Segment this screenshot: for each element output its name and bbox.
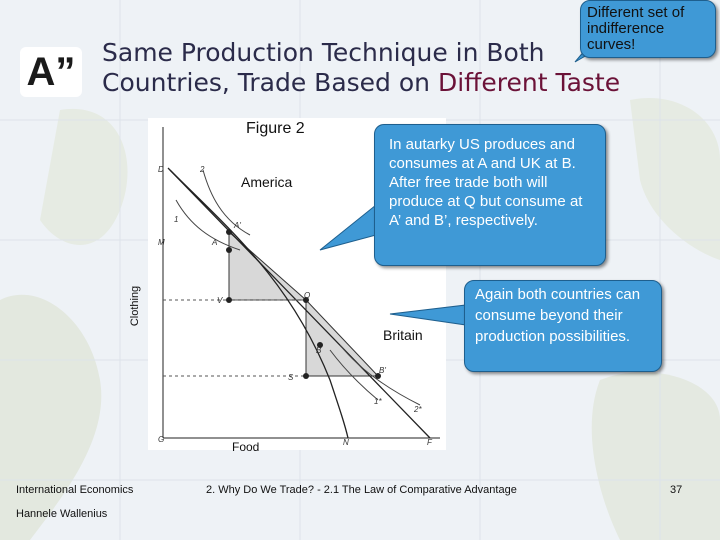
callout-consume-beyond: Again both countries can consume beyond their production possibilities. — [464, 280, 662, 372]
footer-chapter: 2. Why Do We Trade? - 2.1 The Law of Comparative Advantage — [206, 484, 517, 496]
label-m: M — [158, 238, 165, 247]
title-line-2-accent: Different Taste — [437, 68, 621, 97]
label-b: B — [316, 346, 322, 355]
label-d: D — [158, 165, 164, 174]
label-curve-1: 1 — [174, 215, 179, 224]
label-n: N — [343, 438, 349, 447]
label-s: S — [288, 373, 294, 382]
title-line-2-prefix: Countries, — [102, 68, 238, 97]
figure-caption: Figure 2 — [246, 120, 305, 137]
label-curve-1-star: 1* — [374, 397, 382, 406]
label-g: G — [158, 435, 165, 444]
logo: A” — [20, 47, 82, 97]
label-v: V — [217, 296, 223, 305]
food-axis-label: Food — [232, 440, 260, 454]
label-curve-2-star: 2* — [414, 405, 422, 414]
label-a-prime: A' — [234, 221, 241, 230]
britain-label: Britain — [383, 327, 423, 343]
label-q: Q — [304, 291, 311, 300]
label-curve-2: 2 — [200, 165, 205, 174]
title-line-2-mid: Trade Based on — [237, 68, 438, 97]
label-b-prime: B' — [379, 366, 386, 375]
footer-page-number: 37 — [670, 484, 683, 496]
autarky-callout-tail — [320, 205, 376, 250]
clothing-axis-label: Clothing — [129, 285, 142, 327]
callout-autarky: In autarky US produces and consumes at A and UK at B. After free trade both will produce at Q but consume at A’ and B’, respectively. — [374, 124, 606, 266]
footer-author: Hannele Wallenius — [16, 508, 108, 520]
title-line-1: Same Production Technique in Both — [102, 38, 545, 67]
again-callout-tail — [390, 305, 466, 325]
footer-course: International Economics — [16, 484, 134, 496]
america-label: America — [241, 174, 293, 190]
label-f: F — [427, 438, 432, 447]
callout-indifference: Different set of indifference curves! — [580, 0, 716, 58]
label-a: A — [212, 238, 218, 247]
